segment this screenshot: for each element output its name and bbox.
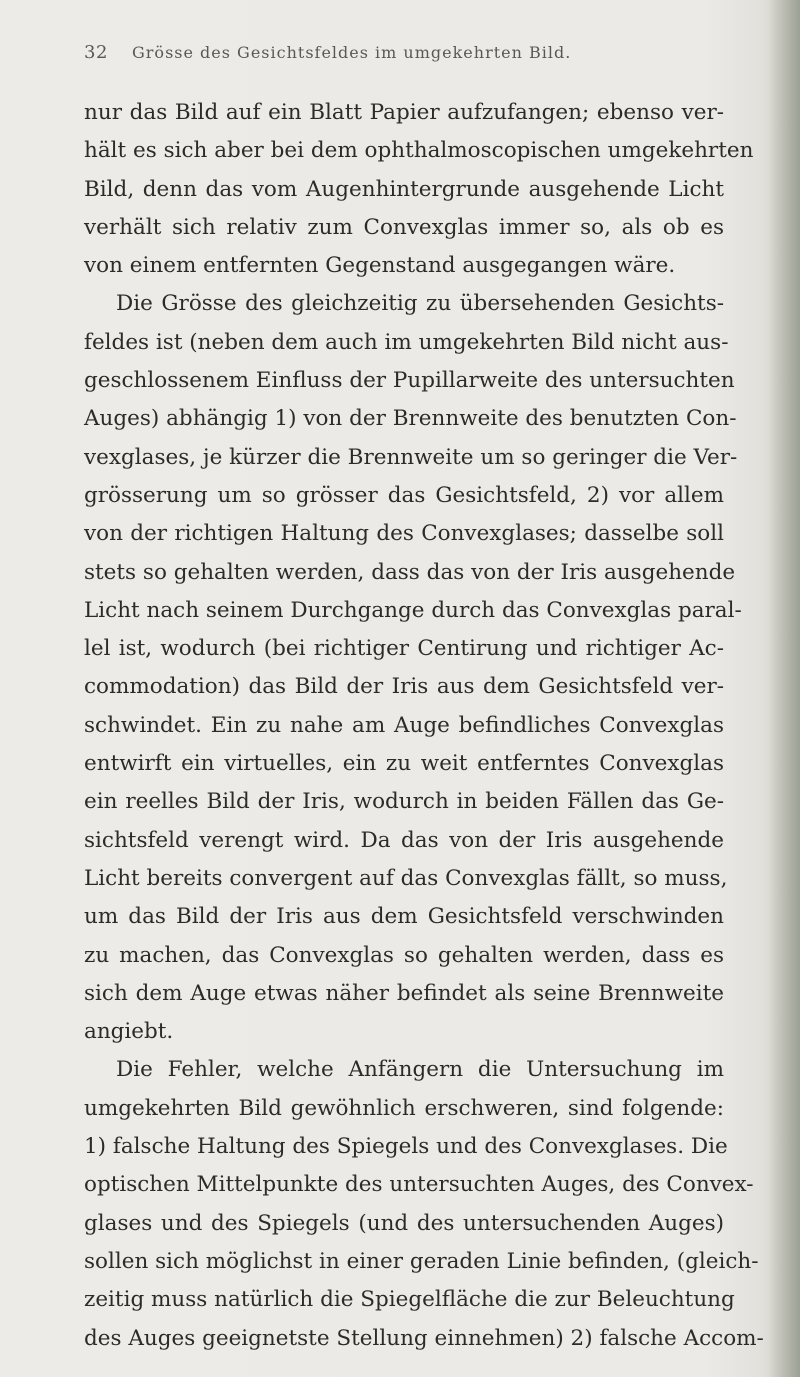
- text-line: sich dem Auge etwas näher befindet als seine Brennweite: [84, 980, 724, 1006]
- page-number: 32: [84, 42, 108, 63]
- text-line: zeitig muss natürlich die Spiegelfläche die zur Beleuchtung: [84, 1287, 735, 1313]
- text-line: lel ist, wodurch (bei richtiger Centirung und richtiger Ac-: [84, 636, 724, 662]
- text-line: vexglases, je kürzer die Brennweite um so geringer die Ver-: [84, 444, 738, 470]
- text-line: Licht bereits convergent auf das Convexglas fällt, so muss,: [84, 865, 728, 891]
- text-line: zu machen, das Convexglas so gehalten werden, dass es: [84, 942, 724, 968]
- text-line: geschlossenem Einfluss der Pupillarweite des untersuchten: [84, 368, 735, 394]
- text-line: glases und des Spiegels (und des untersuchenden Auges): [84, 1210, 724, 1236]
- text-line: schwindet. Ein zu nahe am Auge befindliches Convexglas: [84, 712, 724, 738]
- text-line: Auges) abhängig 1) von der Brennweite des benutzten Con-: [84, 406, 737, 432]
- text-line: Die Grösse des gleichzeitig zu übersehenden Gesichts-: [116, 291, 724, 317]
- text-line: ein reelles Bild der Iris, wodurch in beiden Fällen das Ge-: [84, 789, 724, 815]
- page-header: [84, 42, 684, 70]
- text-line: Licht nach seinem Durchgange durch das Convexglas paral-: [84, 597, 742, 623]
- running-head: Grösse des Gesichtsfeldes im umgekehrten Bild.: [132, 43, 572, 62]
- text-line: 1) falsche Haltung des Spiegels und des Convexglases. Die: [84, 1134, 728, 1160]
- text-line: stets so gehalten werden, dass das von der Iris ausgehende: [84, 559, 736, 585]
- text-line: grösserung um so grösser das Gesichtsfeld, 2) vor allem: [84, 482, 724, 508]
- text-line: optischen Mittelpunkte des untersuchten Auges, des Convex-: [84, 1172, 754, 1198]
- text-line: Die Fehler, welche Anfängern die Untersuchung im: [116, 1057, 724, 1083]
- text-line: von einem entfernten Gegenstand ausgegangen wäre.: [84, 253, 676, 279]
- text-line: nur das Bild auf ein Blatt Papier aufzufangen; ebenso ver-: [84, 100, 724, 125]
- text-line: Bild, denn das vom Augenhintergrunde ausgehende Licht: [84, 176, 724, 202]
- text-line: des Auges geeignetste Stellung einnehmen) 2) falsche Accom-: [84, 1325, 764, 1351]
- text-line: von der richtigen Haltung des Convexglases; dasselbe soll: [84, 521, 724, 547]
- text-line: commodation) das Bild der Iris aus dem Gesichtsfeld ver-: [84, 674, 724, 700]
- text-line: angiebt.: [84, 1019, 174, 1045]
- text-line: sollen sich möglichst in einer geraden Linie befinden, (gleich-: [84, 1248, 759, 1274]
- text-line: um das Bild der Iris aus dem Gesichtsfeld verschwinden: [84, 904, 724, 930]
- body-text: [84, 94, 764, 1358]
- text-line: verhält sich relativ zum Convexglas immer so, als ob es: [84, 214, 724, 240]
- page-edge-shadow: [768, 0, 800, 1377]
- text-line: sichtsfeld verengt wird. Da das von der Iris ausgehende: [84, 827, 724, 853]
- text-line: feldes ist (neben dem auch im umgekehrten Bild nicht aus-: [84, 329, 729, 355]
- text-line: umgekehrten Bild gewöhnlich erschweren, sind folgende:: [84, 1095, 724, 1121]
- text-line: entwirft ein virtuelles, ein zu weit entferntes Convexglas: [84, 751, 724, 777]
- text-line: hält es sich aber bei dem ophthalmoscopischen umgekehrten: [84, 138, 754, 164]
